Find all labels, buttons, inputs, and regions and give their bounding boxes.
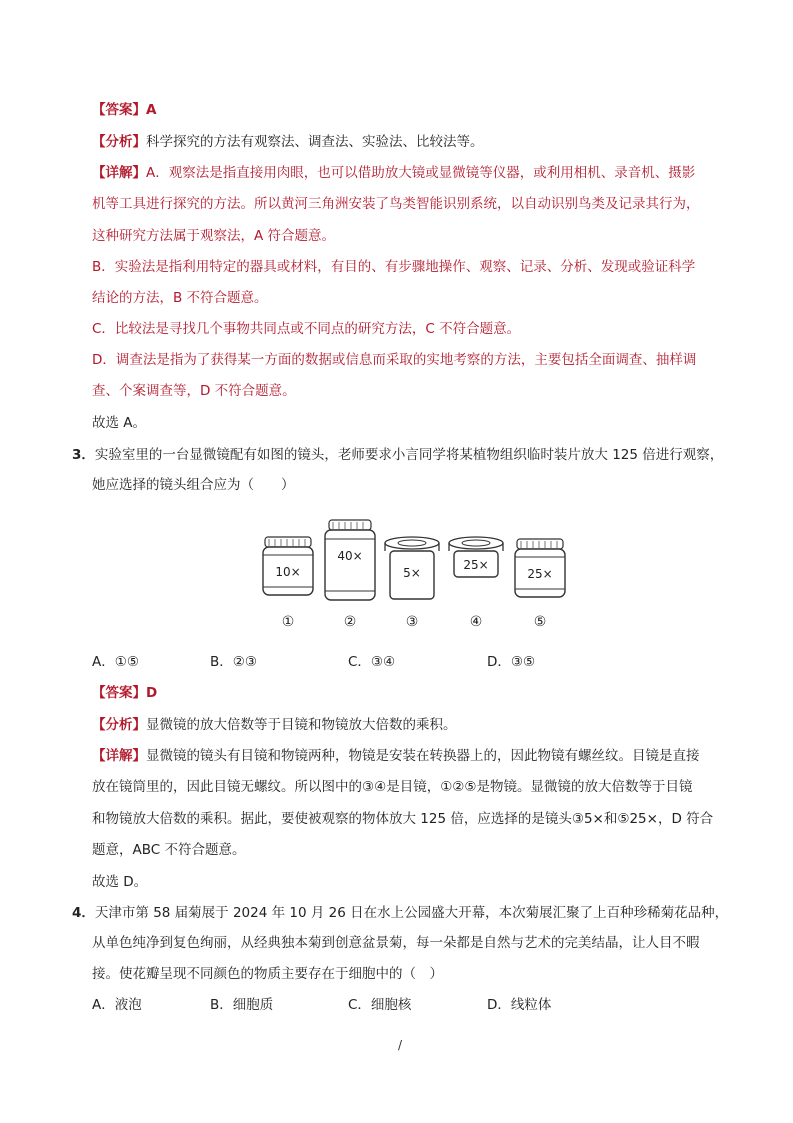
q3-answer-line [92,683,157,703]
lens-4-label: 25× [463,558,489,572]
q3-option-a[interactable]: A．①⑤ [92,654,139,670]
q3-stem-line-1 [72,445,723,465]
q3-stem-line-2: 她应选择的镜头组合应为（ ） [92,477,295,493]
lens-3-number: ③ [405,614,419,630]
q4-option-d[interactable]: D．线粒体 [487,997,552,1013]
q3-option-d[interactable]: D．③⑤ [487,654,536,670]
lens-5-label: 25× [527,567,553,581]
q3-analysis-line [92,715,457,735]
question-number: 4． [72,905,95,921]
q2-option-d-line-1: D．调查法是指为了获得某一方面的数据或信息而采取的实地考察的方法，主要包括全面调查、抽样调 [92,352,697,368]
q4-stem-line-3: 接。使花瓣呈现不同颜色的物质主要存在于细胞中的（ ） [92,966,443,982]
q3-choose-line: 故选 D。 [92,874,148,890]
q4-stem-line-1 [72,903,728,923]
lens-figure-svg [245,515,575,640]
q3-detail-line-1 [92,746,700,766]
q2-detail-line-3: 这种研究方法属于观察法，A 符合题意。 [92,228,336,244]
detail-tag: 【详解】 [92,165,146,181]
lens-3-label: 5× [403,566,421,580]
lens-4-number: ④ [469,614,483,630]
lens-2-number: ② [343,614,357,630]
q2-answer-line [92,100,156,120]
q3-detail-line-3: 和物镜放大倍数的乘积。据此，要使被观察的物体放大 125 倍，应选择的是镜头③5×和⑤25×，D 符合 [92,811,714,827]
lens-5 [515,539,565,630]
q4-option-a[interactable]: A．液泡 [92,997,142,1013]
lens-2-label: 40× [337,549,363,563]
lens-1-label: 10× [275,565,301,579]
lens-3 [385,537,439,630]
answer-value: D [146,685,158,701]
answer-value: A [146,102,157,118]
q2-detail-line-1 [92,163,695,183]
q3-option-b[interactable]: B．②③ [210,654,257,670]
q2-option-b-line-2: 结论的方法，B 不符合题意。 [92,290,268,306]
lens-4 [449,537,503,630]
q3-detail-line-2: 放在镜筒里的，因此目镜无螺纹。所以图中的③④是目镜，①②⑤是物镜。显微镜的放大倍数等于目镜 [92,779,693,795]
lens-figure [245,515,575,640]
q3-option-c[interactable]: C．③④ [348,654,396,670]
answer-tag: 【答案】 [92,102,146,118]
lens-2 [325,520,375,630]
analysis-tag: 【分析】 [92,134,146,150]
stem-text: 天津市第 58 届菊展于 2024 年 10 月 26 日在水上公园盛大开幕，本次菊展汇聚了上百种珍稀菊花品种， [94,905,729,921]
analysis-text: 显微镜的放大倍数等于目镜和物镜放大倍数的乘积。 [146,717,457,733]
analysis-tag: 【分析】 [92,717,146,733]
question-number: 3． [72,447,95,463]
q2-choose-line: 故选 A。 [92,415,147,431]
analysis-text: 科学探究的方法有观察法、调查法、实验法、比较法等。 [146,134,484,150]
page-footer: / [398,1038,403,1052]
answer-tag: 【答案】 [92,685,146,701]
q4-stem-line-2: 从单色纯净到复色绚丽，从经典独本菊到创意盆景菊，每一朵都是自然与艺术的完美结晶，让人目不暇 [92,935,700,951]
q4-option-c[interactable]: C．细胞核 [348,997,412,1013]
q2-analysis-line [92,132,484,152]
detail-tag: 【详解】 [92,748,146,764]
stem-text: 实验室里的一台显微镜配有如图的镜头，老师要求小言同学将某植物组织临时装片放大 125 倍进行观察， [94,447,724,463]
lens-5-number: ⑤ [533,614,547,630]
q2-option-c-line: C．比较法是寻找几个事物共同点或不同点的研究方法，C 不符合题意。 [92,321,521,337]
q2-option-d-line-2: 查、个案调查等，D 不符合题意。 [92,383,296,399]
lens-1 [263,537,313,630]
q2-detail-line-2: 机等工具进行探究的方法。所以黄河三角洲安装了鸟类智能识别系统，以自动识别鸟类及记录其行为， [92,196,700,212]
q4-option-b[interactable]: B．细胞质 [210,997,274,1013]
q3-detail-line-4: 题意，ABC 不符合题意。 [92,842,246,858]
detail-text: A．观察法是指直接用肉眼，也可以借助放大镜或显微镜等仪器，或利用相机、录音机、摄影 [146,165,696,181]
detail-text: 显微镜的镜头有目镜和物镜两种，物镜是安装在转换器上的，因此物镜有螺丝纹。目镜是直接 [146,748,700,764]
q2-option-b-line-1: B．实验法是指利用特定的器具或材料，有目的、有步骤地操作、观察、记录、分析、发现或验证科学 [92,259,696,275]
lens-1-number: ① [281,614,295,630]
